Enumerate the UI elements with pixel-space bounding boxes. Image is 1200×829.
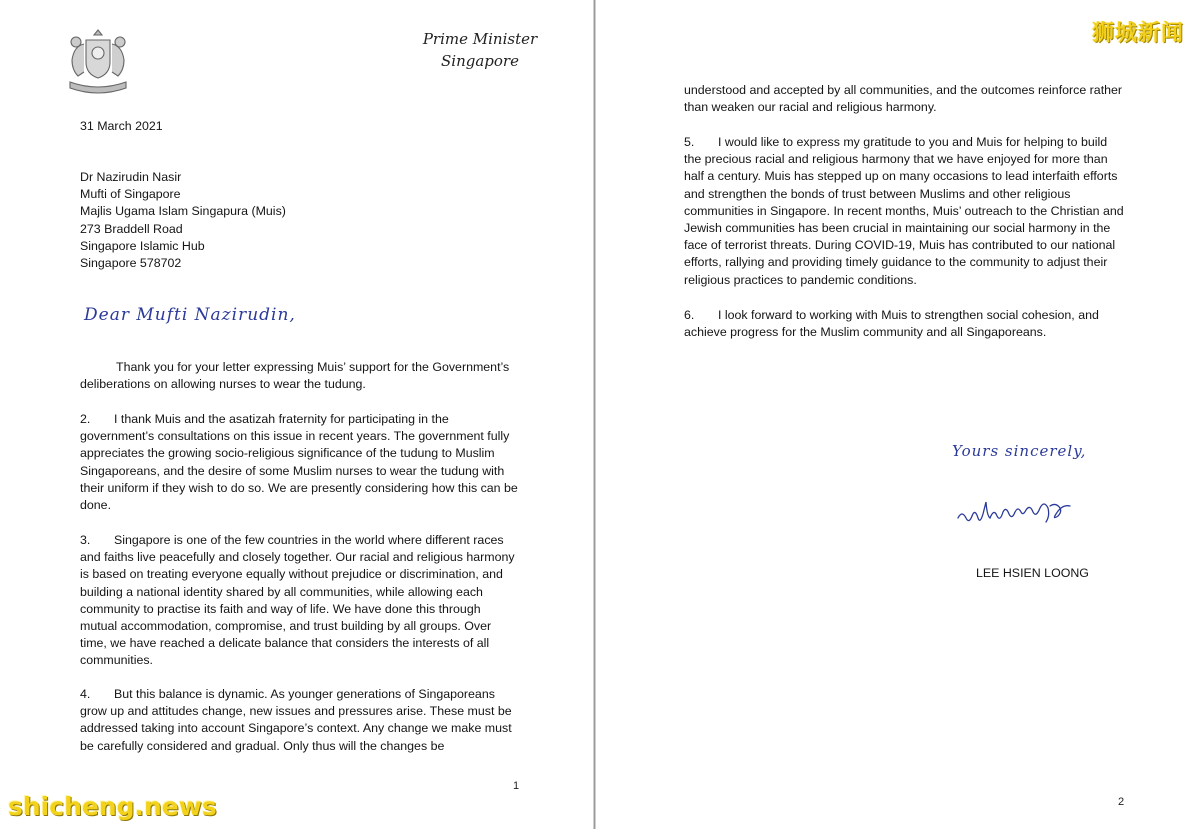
paragraph-2	[80, 411, 520, 514]
paragraph-text: I thank Muis and the asatizah fraternity for participating in the government’s consultations on this issue in recent years. The government fully appreciates the growing socio-religious significance of the tudung to Muslim Singaporeans, and the desire of some Muslim nurses to wear the tudung with their uniform if they wish to do so. We are presently considering how this can be done.	[80, 412, 518, 513]
handwritten-closing: Yours sincerely,	[952, 442, 1087, 460]
address-line: Mufti of Singapore	[80, 187, 181, 202]
letterhead-subtitle: Singapore	[441, 52, 519, 70]
handwritten-signature	[954, 496, 1094, 536]
paragraph-number: 3.	[80, 533, 91, 547]
letterhead-title: Prime Minister	[422, 30, 538, 48]
address-line: Dr Nazirudin Nasir	[80, 170, 182, 184]
recipient-address	[80, 169, 286, 272]
page-number: 1	[513, 780, 520, 792]
singapore-coat-of-arms-icon	[62, 26, 134, 96]
paragraph-3	[80, 532, 520, 670]
letter-date: 31 March 2021	[80, 119, 163, 133]
paragraph-text: I look forward to working with Muis to strengthen social cohesion, and achieve progress for the Muslim community and all Singaporeans.	[684, 308, 1099, 340]
paragraph-4	[80, 686, 520, 755]
letter-page-1	[0, 0, 593, 829]
intro-paragraph: Thank you for your letter expressing Muis’ support for the Government’s deliberations on allowing nurses to wear the tudung.	[80, 360, 510, 392]
paragraph-number: 5.	[684, 135, 695, 149]
paragraph-6	[684, 307, 1126, 341]
address-line: Singapore 578702	[80, 256, 182, 271]
paragraph-5	[684, 134, 1126, 289]
handwritten-salutation: Dear Mufti Nazirudin,	[84, 305, 296, 325]
letter-page-2	[596, 0, 1200, 829]
paragraph-number: 2.	[80, 412, 91, 426]
address-line: Singapore Islamic Hub	[80, 238, 205, 253]
continuation-paragraph: understood and accepted by all communities, and the outcomes reinforce rather than weaken our racial and religious harmony.	[684, 83, 1123, 115]
paragraph-text: Singapore is one of the few countries in the world where different races and faiths live peacefully and closely together. Our racial and religious harmony is based on treating everyone equally without prejudice or discrimination, and building a national identity shared by all communities, while allowing each community to practise its faith and way of life. We have done this through mutual accommodation, compromise, and trust building by all groups. Over time, we have reached a delicate balance that considers the interests of all communities.	[80, 533, 515, 668]
address-line: Majlis Ugama Islam Singapura (Muis)	[80, 204, 286, 219]
page-number: 2	[1118, 796, 1125, 808]
watermark-bottom-left: shicheng.news	[8, 792, 217, 821]
signatory-name: LEE HSIEN LOONG	[976, 566, 1089, 580]
paragraph-number: 4.	[80, 687, 91, 701]
paragraph-number: 6.	[684, 308, 695, 322]
paragraph-text: But this balance is dynamic. As younger generations of Singaporeans grow up and attitudes change, new issues and pressures arise. These must be addressed taking into account Singapore’s context. Any change we make must be carefully considered and gradual. Only thus will the changes be	[80, 687, 512, 753]
address-line: 273 Braddell Road	[80, 221, 183, 236]
paragraph-text: I would like to express my gratitude to you and Muis for helping to build the precious racial and religious harmony that we have enjoyed for more than half a century. Muis has stepped up on many occasions to lead interfaith efforts and strengthen the bonds of trust between Muslims and other religious communities in Singapore. In recent months, Muis’ outreach to the Christian and Jewish communities has been crucial in maintaining our social harmony in the face of terrorist threats. During COVID-19, Muis has contributed to our national efforts, rallying and providing timely guidance to the community to adjust their religious practices to pandemic conditions.	[684, 135, 1124, 287]
watermark-top-right: 狮城新闻	[1091, 21, 1184, 46]
